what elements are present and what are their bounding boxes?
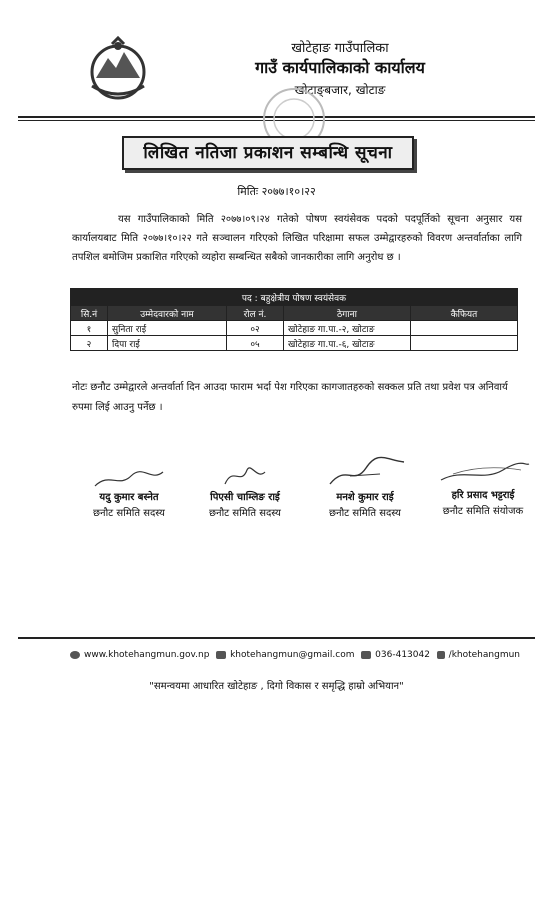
facebook-icon	[437, 651, 445, 659]
email-icon	[216, 651, 226, 659]
col-header-sn: सि.नं	[71, 306, 108, 321]
cell-name: सुनिता राई	[108, 321, 227, 336]
cell-remarks	[411, 336, 518, 351]
government-emblem-icon	[82, 34, 154, 106]
facebook-text: /khotehangmun	[448, 650, 520, 660]
signatory-role: छनौट समिति संयोजक	[442, 506, 524, 517]
office-address: खोटाङ्बजार, खोटाङ	[294, 83, 386, 97]
cell-remarks	[411, 321, 518, 336]
signatory-name: यदु कुमार बस्नेत	[99, 492, 159, 503]
col-header-address: ठेगाना	[284, 306, 411, 321]
notice-title: लिखित नतिजा प्रकाशन सम्बन्धि सूचना	[143, 143, 393, 163]
col-header-name: उम्मेदवारको नाम	[108, 306, 227, 321]
notice-title-banner	[122, 136, 414, 170]
signature-icon	[205, 460, 285, 490]
email-text: khotehangmun@gmail.com	[230, 650, 355, 660]
signatory-block	[64, 468, 194, 522]
signatory-role: छनौट समिति सदस्य	[209, 508, 281, 519]
col-header-remarks: कैफियत	[411, 306, 518, 321]
table-row	[71, 336, 518, 351]
phone-icon	[361, 651, 371, 659]
signatory-role: छनौट समिति सदस्य	[329, 508, 401, 519]
cell-sn: १	[71, 321, 108, 336]
notice-paragraph: यस गाउँपालिकाको मिति २०७७।०९।२४ गतेको पोषण स्वयंसेवक पदको पदपूर्तिको सूचना अनुसार यस कार्यालयबाट मिति २०७७।१०।२२ गते सञ्चालन गरिएको लिखित परिक्षामा सफल उम्मेद्वारहरुको विवरण अन्तर्वार्ताका लागि तपशिल बमोजिम प्रकाशित गरिएको व्यहोरा सम्बन्धित सबैको जानकारीका लागि अनुरोध छ ।	[72, 214, 522, 263]
signatory-name: हरि प्रसाद भट्टराई	[451, 490, 515, 501]
cell-roll: ०२	[227, 321, 284, 336]
signatory-block	[180, 460, 310, 522]
signature-icon	[433, 458, 533, 488]
results-table	[70, 288, 518, 351]
notice-date: मितिः २०७७।१०।२२	[237, 185, 316, 198]
cell-address: खोटेहाङ गा.पा.-२, खोटाङ	[284, 321, 411, 336]
footer-phone[interactable]	[361, 650, 430, 660]
notice-note: नोटः छनौट उम्मेद्वारले अन्तर्वार्ता दिन आउदा फाराम भर्दा पेश गरिएका कागजातहरुको सक्कल प्रति तथा प्रवेश पत्र अनिवार्य रुपमा लिई आउनु पर्नेछ ।	[72, 382, 508, 413]
col-header-roll: रोल नं.	[227, 306, 284, 321]
footer-website[interactable]	[70, 650, 209, 660]
cell-address: खोटेहाङ गा.पा.-६, खोटाङ	[284, 336, 411, 351]
footer-motto: "समन्वयमा आधारित खोटेहाङ , दिगो विकास र समृद्धि हाम्रो अभियान"	[149, 681, 404, 692]
phone-text: 036-413042	[375, 650, 430, 660]
table-row	[71, 321, 518, 336]
office-name: गाउँ कार्यपालिकाको कार्यालय	[255, 58, 425, 77]
footer-email[interactable]	[216, 650, 354, 660]
footer-divider	[18, 637, 535, 639]
signatory-block	[418, 458, 548, 520]
signature-icon	[320, 456, 410, 490]
municipality-name: खोटेहाङ गाउँपालिका	[291, 41, 389, 56]
signatory-role: छनौट समिति सदस्य	[93, 508, 165, 519]
signatory-name: पिएसी चाम्लिङ राई	[210, 492, 280, 503]
signatory-name: मनशे कुमार राई	[336, 492, 394, 503]
cell-name: दिपा राई	[108, 336, 227, 351]
notice-body	[72, 210, 522, 267]
globe-icon	[70, 651, 80, 659]
signature-icon	[89, 468, 169, 490]
website-text: www.khotehangmun.gov.np	[84, 650, 210, 660]
table-caption: पद : बहुक्षेत्रीय पोषण स्वयंसेवक	[71, 289, 518, 306]
cell-roll: ०५	[227, 336, 284, 351]
footer-facebook[interactable]	[437, 650, 520, 660]
signatory-block	[300, 456, 430, 522]
cell-sn: २	[71, 336, 108, 351]
footer-contacts	[70, 650, 520, 660]
